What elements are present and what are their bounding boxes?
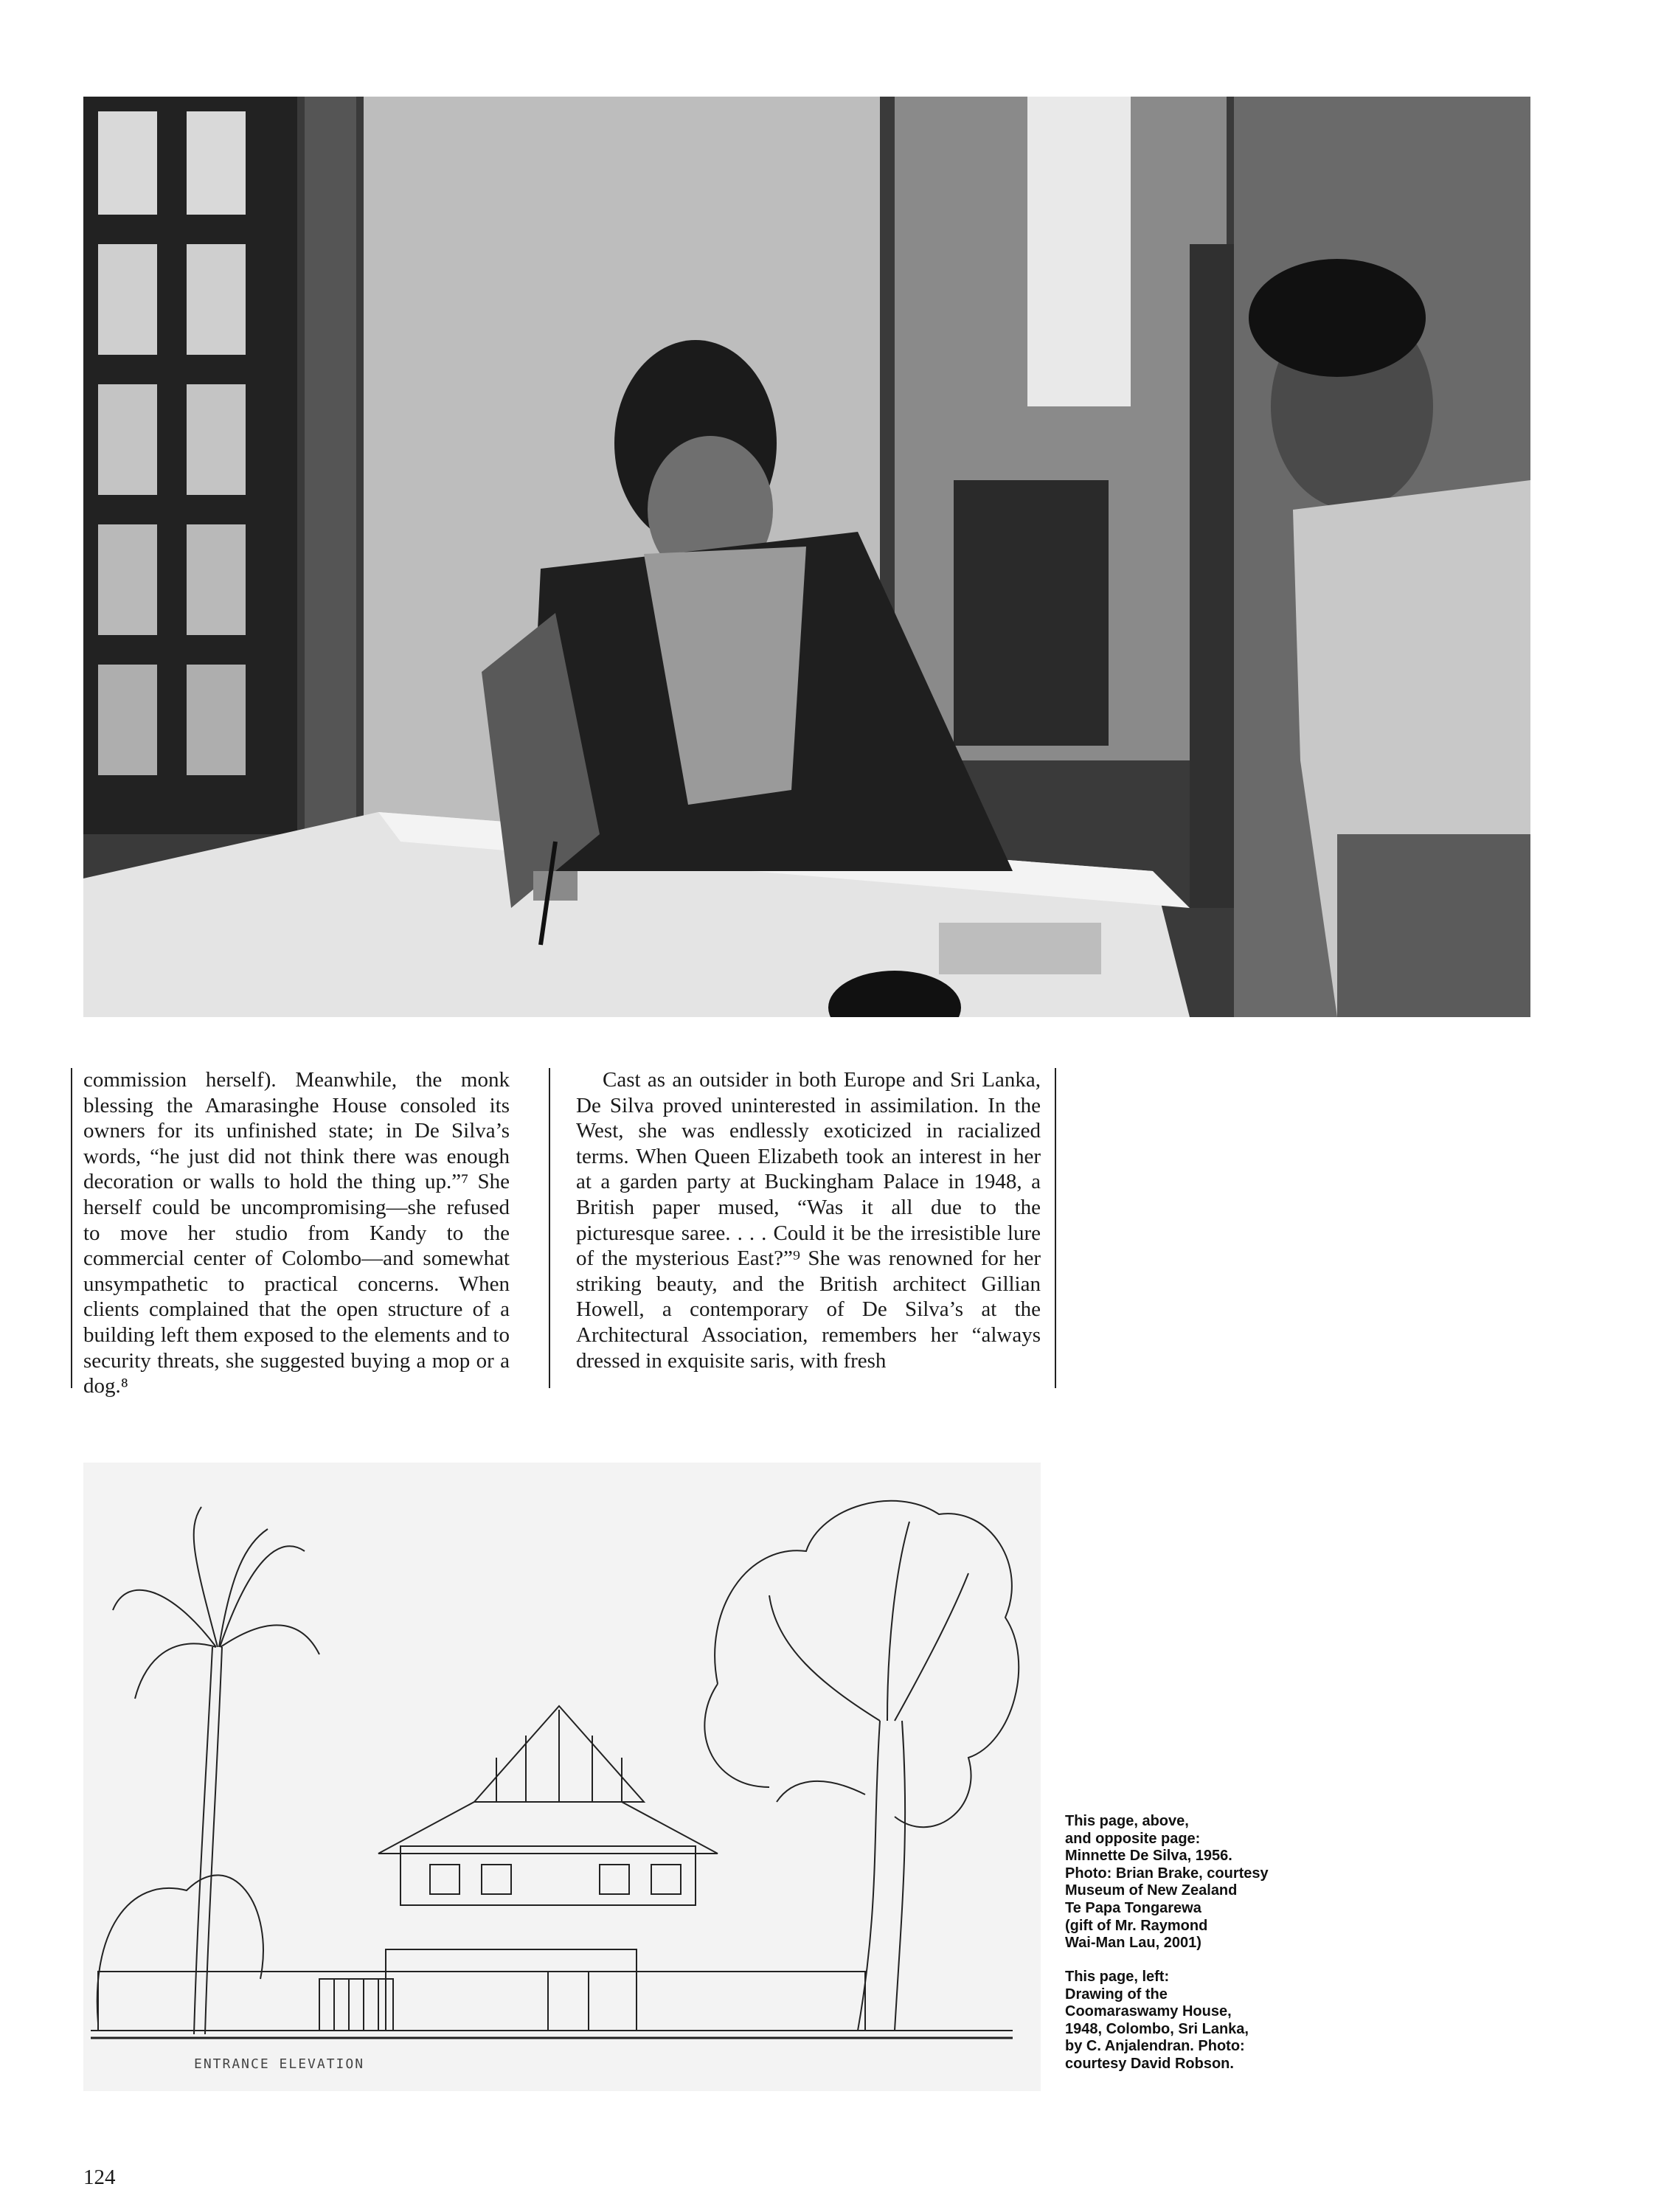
body-column-left <box>83 1067 510 1398</box>
column-rule-left <box>71 1068 72 1388</box>
body-text-right: Cast as an outsider in both Europe and Sri Lanka, De Silva proved uninterested in assimilation. In the West, she was endlessly exoticized in racialized terms. When Queen Elizabeth took an interest in her at a garden party at Buckingham Palace in 1948, a British paper mused, “Was it all due to the picturesque saree. . . . Could it be the irresistible lure of the mysterious East?”⁹ She was renowned for her striking beauty, and the British architect Gillian Howell, a contemporary of De Silva’s at the Architectural Association, remembers her “always dressed in exquisite saris, with fresh <box>576 1068 1041 1373</box>
elevation-drawing <box>83 1463 1041 2091</box>
drawing-label: ENTRANCE ELEVATION <box>194 2056 365 2072</box>
caption-photo: This page, above, and opposite page: Minnette De Silva, 1956. Photo: Brian Brake, courtesy Museum of New Zealand Te Papa Tongarewa (gift of Mr. Raymond Wai-Man Lau, 2001) <box>1065 1813 1269 1952</box>
body-text-left: commission herself). Meanwhile, the monk blessing the Amarasinghe House consoled its owners for its unfinished state; in De Silva’s words, “he just did not think there was enough decoration or walls to hold the thing up.”⁷ She herself could be uncompromising—she refused to move her studio from Kandy to the commercial center of Colombo—and somewhat unsympathetic to practical concerns. When clients complained that the open structure of a building left them exposed to the elements and to security threats, she suggested buying a mop or a dog.⁸ <box>83 1068 510 1398</box>
photo-image <box>83 97 1530 1017</box>
column-rule-middle <box>549 1068 550 1388</box>
photo-de-silva-drafting <box>83 97 1530 1017</box>
column-rule-right <box>1055 1068 1056 1388</box>
caption-drawing: This page, left: Drawing of the Coomaraswamy House, 1948, Colombo, Sri Lanka, by C. Anjalendran. Photo: courtesy David Robson. <box>1065 1969 1249 2072</box>
page-number: 124 <box>83 2166 116 2189</box>
body-column-right <box>576 1067 1041 1389</box>
drawing-coomaraswamy-house <box>83 1463 1041 2091</box>
